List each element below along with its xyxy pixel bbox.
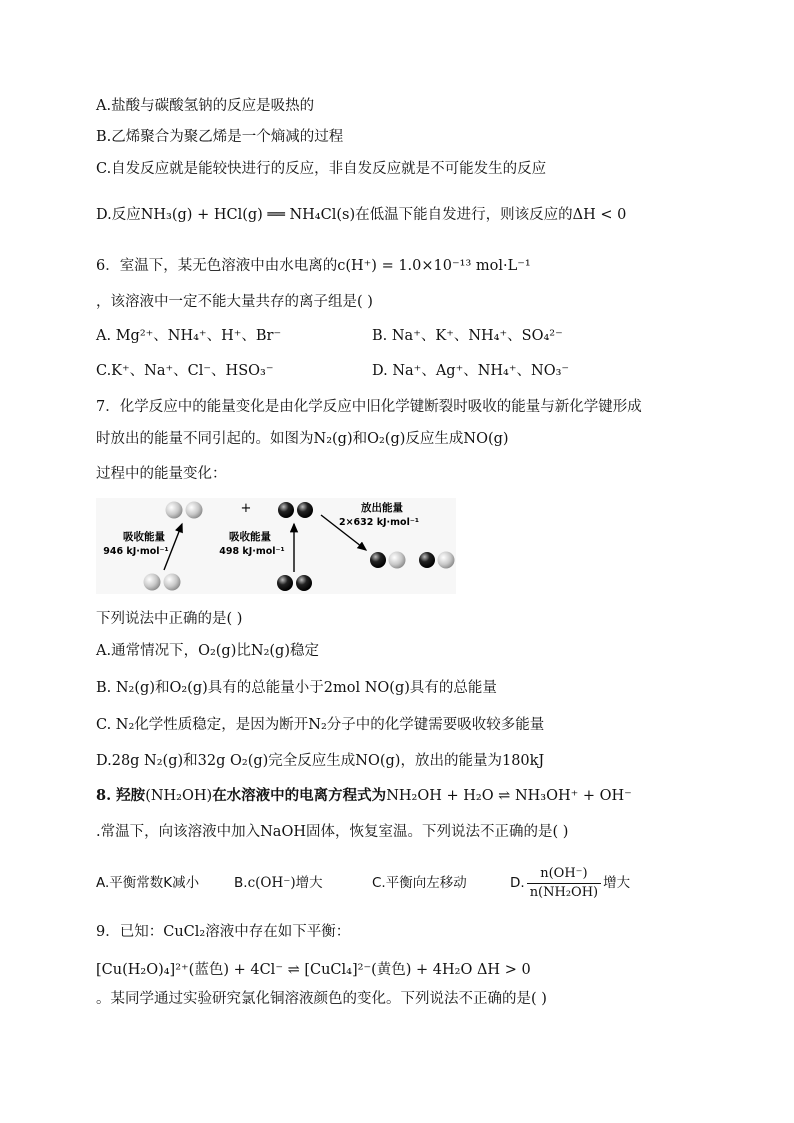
q7-stem-line2 [96, 429, 509, 449]
absorb-o2-label: 吸收能量 [229, 531, 271, 543]
q9-stem: 9．已知：CuCl₂溶液中存在如下平衡： [96, 924, 351, 940]
q7-option-c: C. N₂化学性质稳定，是因为断开N₂分子中的化学键需要吸收较多能量 [96, 717, 545, 733]
absorb-n2-label: 吸收能量 [123, 531, 165, 543]
q8-d-post: 增大 [603, 875, 631, 891]
n2-top-atom-2 [186, 502, 203, 519]
q7-stem2-no: NO(g) [463, 431, 509, 447]
release-value: 2×632 kJ·mol⁻¹ [338, 517, 420, 528]
q6-options-row1 [96, 326, 563, 346]
q5-d-delta-h: ΔH < 0 [572, 207, 627, 223]
q7-option-a: A.通常情况下，O₂(g)比N₂(g)稳定 [96, 643, 319, 659]
n2-bottom-atom-1 [144, 574, 161, 591]
o2-bottom-atom-1 [277, 575, 293, 591]
q6-option-a: A. Mg²⁺、NH₄⁺、H⁺、Br⁻ [96, 328, 282, 344]
plus-sign: + [240, 501, 252, 516]
q8-b-post: 增大 [295, 875, 323, 891]
q8-d-denominator: n(NH₂OH) [529, 884, 599, 900]
no1-n-atom [389, 552, 406, 569]
q8-formula: (NH₂OH) [145, 788, 213, 804]
release-label: 放出能量 [361, 502, 403, 514]
q6-stem-prefix: 6．室温下，某无色溶液中由水电离的 [96, 258, 338, 274]
q7-stem2-prefix: 时放出的能量不同引起的。如图为 [96, 431, 314, 447]
n2-top-atom-1 [166, 502, 183, 519]
q9-equation: [Cu(H₂O)₄]²⁺(蓝色) + 4Cl⁻ ⇌ [CuCl₄]²⁻(黄色) + 4H₂O ΔH > 0 [96, 962, 531, 978]
q8-b-prefix: B. [234, 875, 248, 891]
q7-stem2-and: 和 [352, 431, 368, 447]
q8-stem [96, 786, 632, 806]
q5-option-d [96, 205, 626, 225]
q8-stem-prefix: 8. 羟胺 [96, 787, 146, 804]
absorb-n2-value: 946 kJ·mol⁻¹ [103, 546, 169, 557]
energy-diagram [96, 490, 456, 596]
q7-question: 下列说法中正确的是( ) [96, 611, 243, 627]
q8-option-a: A.平衡常数K减小 [96, 875, 200, 891]
q6-stem-expression: c(H⁺) = 1.0×10⁻¹³ mol·L⁻¹ [337, 258, 531, 274]
absorb-o2-value: 498 kJ·mol⁻¹ [219, 546, 285, 557]
q6-option-c: C.K⁺、Na⁺、Cl⁻、HSO₃⁻ [96, 363, 274, 379]
o2-top-atom-1 [278, 502, 294, 518]
q8-options [96, 863, 630, 903]
q7-option-b: B. N₂(g)和O₂(g)具有的总能量小于2mol NO(g)具有的总能量 [96, 680, 497, 696]
q6-stem-line2: ，该溶液中一定不能大量共存的离子组是( ) [96, 294, 373, 310]
q8-stem-middle: 在水溶液中的电离方程式为 [212, 787, 387, 804]
q7-stem2-n2: N₂(g) [313, 431, 353, 447]
q7-stem2-post: 反应生成 [405, 431, 464, 447]
no1-o-atom [370, 552, 386, 568]
q5-d-equation: NH₃(g) + HCl(g) ══ NH₄Cl(s) [140, 207, 356, 223]
q7-stem-line1: 7．化学反应中的能量变化是由化学反应中旧化学键断裂时吸收的能量与新化学键形成 [96, 399, 642, 415]
q5-option-b: B.乙烯聚合为聚乙烯是一个熵减的过程 [96, 129, 344, 145]
q8-equation: NH₂OH + H₂O ⇌ NH₃OH⁺ + OH⁻ [386, 788, 632, 804]
q7-option-d: D.28g N₂(g)和32g O₂(g)完全反应生成NO(g)，放出的能量为180kJ [96, 753, 545, 769]
n2-bottom-atom-2 [164, 574, 181, 591]
q5-d-middle: 在低温下能自发进行，则该反应的 [355, 207, 573, 223]
q8-option-d [510, 863, 630, 903]
no2-n-atom [438, 552, 455, 569]
q8-option-b [234, 863, 372, 903]
q7-stem2-o2: O₂(g) [367, 431, 406, 447]
q6-option-b: B. Na⁺、K⁺、NH₄⁺、SO₄²⁻ [372, 328, 563, 344]
q8-d-prefix: D. [510, 875, 525, 891]
q8-d-fraction [527, 866, 601, 901]
q7-stem-line3: 过程中的能量变化： [96, 466, 227, 482]
q8-d-numerator: n(OH⁻) [527, 866, 601, 884]
q5-option-c: C.自发反应就是能较快进行的反应，非自发反应就是不可能发生的反应 [96, 161, 547, 177]
q8-stem-line2: .常温下，向该溶液中加入NaOH固体，恢复室温。下列说法不正确的是( ) [96, 824, 569, 840]
q6-stem [96, 256, 531, 276]
q5-option-a: A.盐酸与碳酸氢钠的反应是吸热的 [96, 98, 315, 114]
q8-b-expression: c(OH⁻) [247, 875, 296, 891]
q5-d-prefix: D.反应 [96, 207, 141, 223]
q6-option-d: D. Na⁺、Ag⁺、NH₄⁺、NO₃⁻ [372, 363, 570, 379]
q6-options-row2 [96, 361, 569, 381]
q9-stem-line2: 。某同学通过实验研究氯化铜溶液颜色的变化。下列说法不正确的是( ) [96, 991, 547, 1007]
o2-bottom-atom-2 [296, 575, 312, 591]
o2-top-atom-2 [297, 502, 313, 518]
no2-o-atom [419, 552, 435, 568]
q8-option-c: C.平衡向左移动 [372, 875, 467, 891]
